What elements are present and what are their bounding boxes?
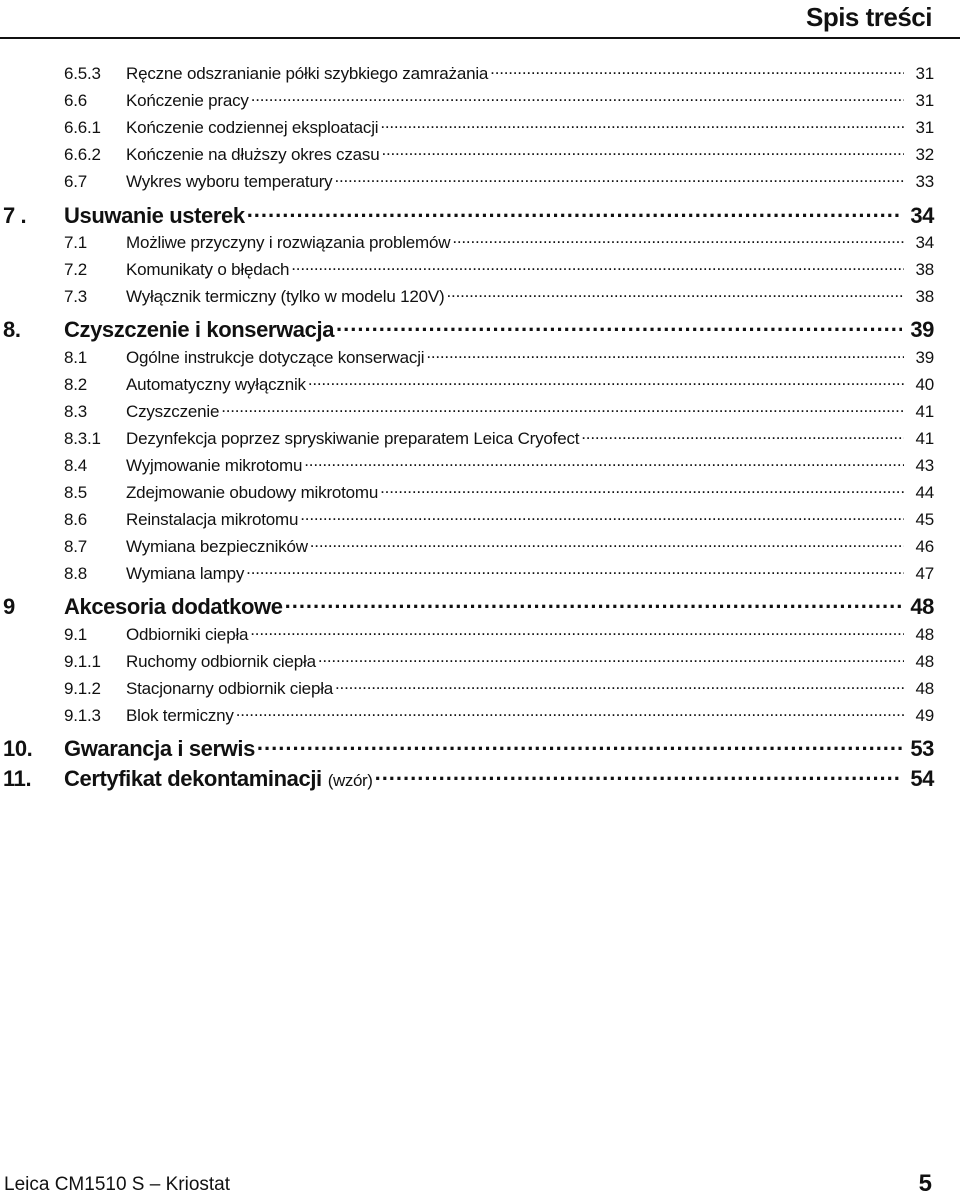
toc-section-entry[interactable]: [0, 373, 960, 401]
toc-entry-title: [126, 118, 378, 138]
dot-leader: [302, 454, 904, 471]
toc-entry-title: [126, 625, 248, 645]
dot-leader: [219, 400, 904, 417]
dot-leader: [488, 62, 904, 79]
toc-entry-title: [126, 145, 379, 165]
toc-entry-number: 6.7: [64, 172, 88, 191]
toc-page-number: 54: [910, 766, 934, 791]
toc-entry-number: 6.6: [64, 91, 88, 110]
dot-leader: [308, 535, 904, 552]
dot-leader: [283, 592, 902, 614]
toc-entry-number: 7 .: [3, 203, 27, 228]
toc-page-number: 31: [915, 64, 934, 83]
dot-leader: [316, 650, 904, 667]
toc-page-number: 48: [915, 625, 934, 644]
toc-chapter-entry[interactable]: [0, 734, 960, 762]
toc-section-entry[interactable]: [0, 677, 960, 705]
toc-entry-title: [126, 537, 308, 557]
toc-entry-title: [126, 483, 378, 503]
toc-entry-title-text: Zdejmowanie obudowy mikrotomu: [126, 483, 379, 502]
dot-leader: [378, 481, 904, 498]
toc-entry-title-text: Kończenie codziennej eksploatacji: [126, 118, 379, 137]
dot-leader: [255, 734, 902, 756]
toc-entry-title: [126, 260, 289, 280]
toc-entry-title: [126, 652, 316, 672]
toc-section-entry[interactable]: [0, 481, 960, 509]
toc-entry-number: 8.7: [64, 537, 88, 556]
toc-entry-number: 9.1: [64, 625, 88, 644]
dot-leader: [249, 89, 904, 106]
toc-entry-number: 8.3: [64, 402, 88, 421]
dot-leader: [579, 427, 904, 444]
toc-page-number: 53: [910, 736, 934, 761]
toc-entry-title: [126, 172, 332, 192]
toc-entry-title-text: Ogólne instrukcje dotyczące konserwacji: [126, 348, 425, 367]
toc-entry-number: 8.4: [64, 456, 88, 475]
toc-section-entry[interactable]: [0, 62, 960, 90]
toc-page-number: 33: [915, 172, 934, 191]
toc-section-entry[interactable]: [0, 170, 960, 198]
dot-leader: [245, 201, 902, 223]
toc-entry-number: 8.: [3, 317, 21, 342]
toc-section-entry[interactable]: [0, 285, 960, 313]
toc-page-number: 38: [915, 287, 934, 306]
footer-page-number: 5: [918, 1170, 932, 1197]
toc-entry-title-text: Reinstalacja mikrotomu: [126, 510, 299, 529]
toc-chapter-entry[interactable]: [0, 592, 960, 620]
section-title: Spis treści: [805, 2, 932, 32]
toc-page-number: 34: [915, 233, 934, 252]
footer-product-name: Leica CM1510 S – Kriostat: [4, 1174, 231, 1195]
toc-entry-title-text: Certyfikat dekontaminacji: [64, 766, 322, 791]
toc-entry-suffix: (wzór): [327, 771, 373, 790]
toc-entry-title: [126, 91, 249, 111]
toc-page-number: 44: [915, 483, 934, 502]
toc-page-number: 49: [915, 706, 934, 725]
toc-entry-number: 8.8: [64, 564, 88, 583]
toc-section-entry[interactable]: [0, 400, 960, 428]
toc-page-number: 46: [915, 537, 934, 556]
dot-leader: [306, 373, 904, 390]
toc-entry-title-text: Ręczne odszranianie półki szybkiego zamrażania: [126, 64, 489, 83]
toc-entry-number: 7.1: [64, 233, 88, 252]
toc-entry-number: 9.1.1: [64, 652, 101, 671]
toc-entry-title-text: Gwarancja i serwis: [64, 736, 255, 761]
toc-entry-title-text: Wymiana lampy: [126, 564, 245, 583]
toc-section-entry[interactable]: [0, 454, 960, 482]
toc-entry-title-text: Dezynfekcja poprzez spryskiwanie preparatem Leica Cryofect: [126, 429, 580, 448]
toc-page-number: 48: [915, 679, 934, 698]
toc-section-entry[interactable]: [0, 116, 960, 144]
toc-section-entry[interactable]: [0, 143, 960, 171]
toc-page-number: 41: [915, 402, 934, 421]
toc-entry-number: 10.: [3, 736, 33, 761]
toc-entry-title-text: Wymiana bezpieczników: [126, 537, 308, 556]
toc-entry-number: 8.6: [64, 510, 88, 529]
toc-section-entry[interactable]: [0, 623, 960, 651]
toc-entry-title: [64, 766, 373, 792]
toc-entry-number: 8.1: [64, 348, 88, 367]
toc-chapter-entry[interactable]: [0, 764, 960, 792]
toc-page-number: 39: [915, 348, 934, 367]
toc-entry-title: [126, 706, 234, 726]
dot-leader: [234, 704, 904, 721]
toc-entry-title-text: Ruchomy odbiornik ciepła: [126, 652, 316, 671]
toc-entry-title-text: Komunikaty o błędach: [126, 260, 290, 279]
dot-leader: [332, 170, 904, 187]
toc-entry-number: 9.1.3: [64, 706, 101, 725]
toc-section-entry[interactable]: [0, 346, 960, 374]
toc-entry-number: 6.6.1: [64, 118, 101, 137]
dot-leader: [334, 315, 902, 337]
toc-entry-title: [126, 679, 333, 699]
toc-entry-title: [126, 402, 219, 422]
toc-page-number: 38: [915, 260, 934, 279]
toc-entry-title-text: Czyszczenie i konserwacja: [64, 317, 335, 342]
toc-section-entry[interactable]: [0, 231, 960, 259]
toc-entry-title: [64, 736, 255, 762]
toc-page-number: 48: [910, 594, 934, 619]
toc-entry-title-text: Wyjmowanie mikrotomu: [126, 456, 303, 475]
toc-entry-title: [126, 348, 424, 368]
toc-entry-number: 7.3: [64, 287, 88, 306]
toc-page-number: 34: [910, 203, 934, 228]
toc-entry-number: 6.6.2: [64, 145, 101, 164]
dot-leader: [379, 143, 904, 160]
toc-section-entry[interactable]: [0, 427, 960, 455]
toc-page-number: 31: [915, 118, 934, 137]
toc-entry-title: [126, 456, 302, 476]
dot-leader: [333, 677, 904, 694]
toc-entry-title: [126, 287, 445, 307]
dot-leader: [445, 285, 904, 302]
toc-entry-number: 8.5: [64, 483, 88, 502]
toc-entry-title-text: Automatyczny wyłącznik: [126, 375, 306, 394]
dot-leader: [424, 346, 904, 363]
toc-entry-title-text: Wykres wyboru temperatury: [126, 172, 333, 191]
toc-chapter-entry[interactable]: [0, 201, 960, 229]
toc-entry-title-text: Możliwe przyczyny i rozwiązania problemów: [126, 233, 451, 252]
dot-leader: [244, 562, 904, 579]
toc-entry-title-text: Czyszczenie: [126, 402, 220, 421]
header-divider: [0, 37, 960, 39]
toc-page-number: 48: [915, 652, 934, 671]
dot-leader: [248, 623, 904, 640]
toc-entry-number: 8.3.1: [64, 429, 101, 448]
toc-section-entry[interactable]: [0, 650, 960, 678]
toc-entry-title: [126, 233, 450, 253]
toc-entry-number: 6.5.3: [64, 64, 101, 83]
toc-section-entry[interactable]: [0, 704, 960, 732]
toc-page-number: 43: [915, 456, 934, 475]
toc-section-entry[interactable]: [0, 258, 960, 286]
toc-page-number: 31: [915, 91, 934, 110]
toc-section-entry[interactable]: [0, 535, 960, 563]
toc-chapter-entry[interactable]: [0, 315, 960, 343]
toc-entry-title: [64, 594, 283, 620]
toc-entry-title-text: Kończenie na dłuższy okres czasu: [126, 145, 380, 164]
dot-leader: [373, 764, 902, 786]
toc-entry-title: [126, 564, 244, 584]
dot-leader: [289, 258, 904, 275]
toc-entry-title-text: Blok termiczny: [126, 706, 234, 725]
toc-entry-title-text: Odbiorniki ciepła: [126, 625, 249, 644]
toc-entry-number: 11.: [3, 766, 32, 791]
toc-entry-title-text: Kończenie pracy: [126, 91, 249, 110]
toc-entry-number: 8.2: [64, 375, 88, 394]
toc-page-number: 32: [915, 145, 934, 164]
toc-page-number: 41: [915, 429, 934, 448]
toc-entry-title-text: Usuwanie usterek: [64, 203, 245, 228]
toc-entry-number: 9.1.2: [64, 679, 101, 698]
toc-entry-title-text: Stacjonarny odbiornik ciepła: [126, 679, 334, 698]
dot-leader: [298, 508, 904, 525]
toc-entry-number: 7.2: [64, 260, 88, 279]
toc-entry-title: [126, 375, 306, 395]
dot-leader: [378, 116, 904, 133]
toc-entry-title-text: Wyłącznik termiczny (tylko w modelu 120V): [126, 287, 445, 306]
toc-page-number: 40: [915, 375, 934, 394]
toc-page-number: 45: [915, 510, 934, 529]
toc-entry-title: [64, 317, 334, 343]
toc-section-entry[interactable]: [0, 562, 960, 590]
dot-leader: [450, 231, 904, 248]
toc-page-number: 39: [910, 317, 934, 342]
toc-section-entry[interactable]: [0, 89, 960, 117]
toc-entry-title: [126, 429, 579, 449]
toc-section-entry[interactable]: [0, 508, 960, 536]
toc-entry-title-text: Akcesoria dodatkowe: [64, 594, 283, 619]
toc-page-number: 47: [915, 564, 934, 583]
toc-entry-title: [64, 203, 245, 229]
toc-entry-title: [126, 64, 488, 84]
toc-entry-title: [126, 510, 298, 530]
toc-entry-number: 9: [3, 594, 15, 619]
